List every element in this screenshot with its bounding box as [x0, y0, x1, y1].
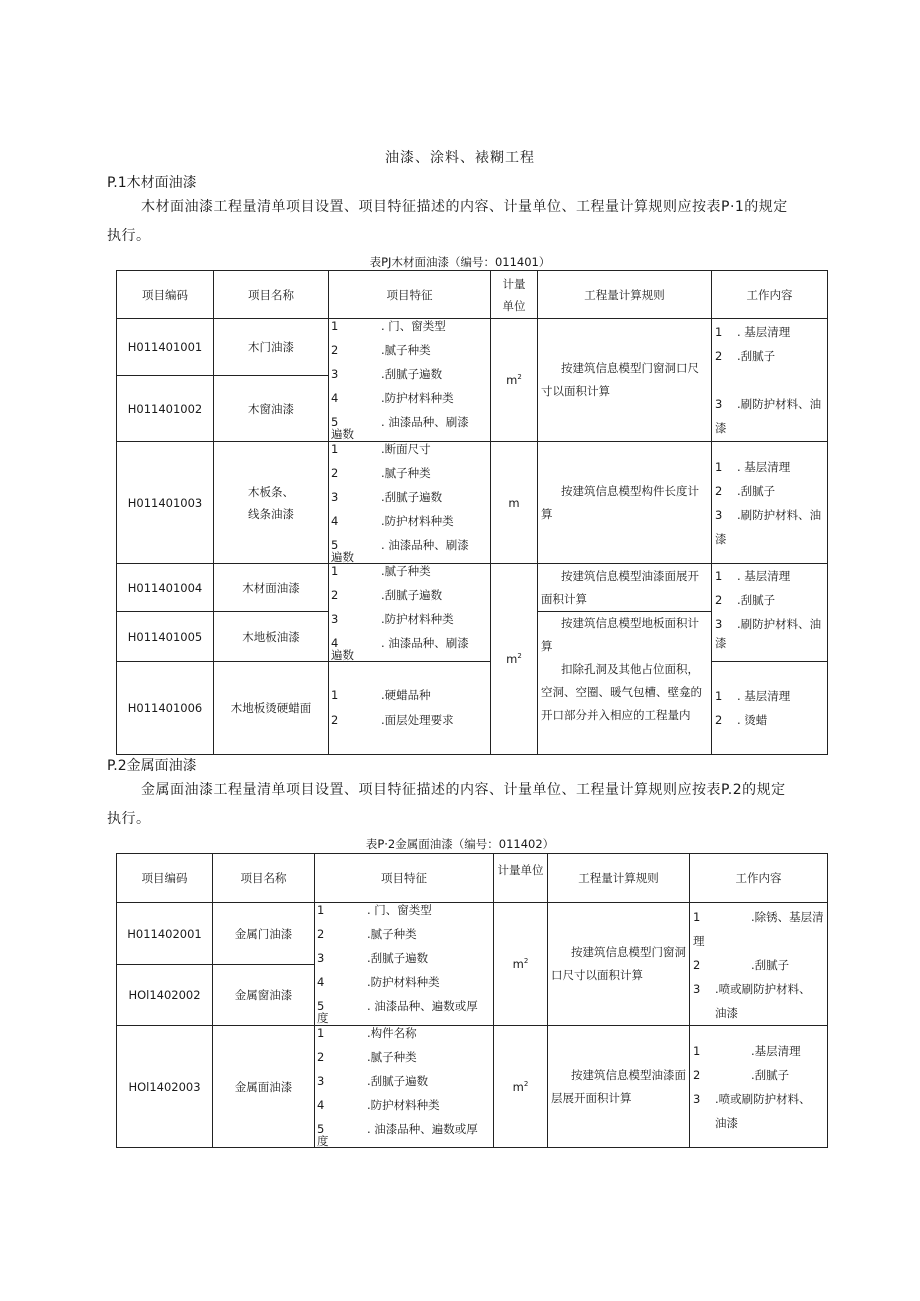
header-work: 工作内容	[712, 271, 828, 319]
section-p1-paragraph	[141, 196, 841, 218]
section-heading-p1: P.1木材面油漆	[107, 175, 197, 191]
item-rule: 按建筑信息模型门窗洞口尺寸以面积计算	[538, 319, 712, 442]
item-name: 木地板油漆	[214, 612, 329, 662]
item-code: HOl1402003	[117, 1026, 213, 1148]
item-code: H011401005	[117, 612, 214, 662]
item-name: 木地板烫硬蜡面	[214, 662, 329, 755]
item-features: 1 . 门、窗类型 2 .腻子种类 3 .刮腻子遍数 4 .防护材料种类 5 . 油漆品种、刷漆 遍数	[329, 319, 491, 442]
header-features: 项目特征	[329, 271, 491, 319]
header-rule: 工程量计算规则	[548, 854, 690, 903]
item-features: 1 .断面尺寸 2 .腻子种类 3 .刮腻子遍数 4 .防护材料种类 5 . 油漆品种、刷漆 遍数	[329, 442, 491, 564]
item-unit: m	[491, 442, 538, 564]
wood-paint-table	[116, 270, 828, 755]
item-name: 木材面油漆	[214, 564, 329, 612]
item-rule: 按建筑信息模型构件长度计算	[538, 442, 712, 564]
paragraph-line: 执行。	[107, 228, 151, 244]
item-code: H011401006	[117, 662, 214, 755]
metal-paint-table	[116, 853, 828, 1148]
header-features: 项目特征	[315, 854, 494, 903]
table-row	[117, 903, 828, 965]
header-rule: 工程量计算规则	[538, 271, 712, 319]
table-header-row	[117, 854, 828, 903]
item-name: 金属面油漆	[213, 1026, 315, 1148]
item-rule: 按建筑信息模型油漆面展开面积计算	[538, 564, 712, 612]
item-work: 1 . 基层清理 2 . 烫蜡	[712, 662, 828, 755]
table-row	[117, 442, 828, 564]
header-unit: 计量单位	[494, 854, 548, 903]
item-name: 金属门油漆	[213, 903, 315, 965]
item-code: H011401001	[117, 319, 214, 376]
paragraph-line: 执行。	[107, 811, 151, 827]
item-name: 木门油漆	[214, 319, 329, 376]
item-features: 1 .硬蜡品种 2 .面层处理要求	[329, 662, 491, 755]
section-p2-paragraph	[141, 779, 841, 801]
item-code: HOl1402002	[117, 965, 213, 1026]
header-work: 工作内容	[690, 854, 828, 903]
item-unit: $m^2$	[491, 564, 538, 755]
item-work: 1 . 基层清理 2 .刮腻子 3 .刷防护材料、油 漆	[712, 319, 828, 442]
table-row	[117, 662, 828, 755]
table-row	[117, 319, 828, 376]
table-caption: 表P·2金属面油漆（编号：011402）	[365, 837, 555, 851]
item-features: 1 . 门、窗类型 2 .腻子种类 3 .刮腻子遍数 4 .防护材料种类 5 . 油漆品种、遍数或厚 度	[315, 903, 494, 1026]
item-rule: 按建筑信息模型地板面积计算 扣除孔洞及其他占位面积，空洞、空圈、暖气包槽、壁龛的开口部分并入相应的工程量内	[538, 612, 712, 755]
item-code: H011401004	[117, 564, 214, 612]
item-code: H011401003	[117, 442, 214, 564]
header-unit: 计量单位	[491, 271, 538, 319]
item-unit: $m^2$	[494, 1026, 548, 1148]
item-work: 1 . 基层清理 2 .刮腻子 3 .刷防护材料、油 漆	[712, 564, 828, 662]
item-unit: $m^2$	[491, 319, 538, 442]
table-row	[117, 564, 828, 612]
item-unit: $m^2$	[494, 903, 548, 1026]
section-heading-p2: P.2金属面油漆	[107, 758, 197, 774]
table-row	[117, 1026, 828, 1148]
table-caption: 表PJ木材面油漆（编号：011401）	[369, 255, 551, 269]
item-work: 1 .除锈、基层清 理 2 .刮腻子 3 .喷或刷防护材料、 油漆	[690, 903, 828, 1026]
header-code: 项目编码	[117, 271, 214, 319]
item-code: H011402001	[117, 903, 213, 965]
item-features: 1 .腻子种类 2 .刮腻子遍数 3 .防护材料种类 4 . 油漆品种、刷漆 遍数	[329, 564, 491, 662]
item-features: 1 .构件名称 2 .腻子种类 3 .刮腻子遍数 4 .防护材料种类 5 . 油漆品种、遍数或厚 度	[315, 1026, 494, 1148]
header-name: 项目名称	[213, 854, 315, 903]
item-work: 1 .基层清理 2 .刮腻子 3 .喷或刷防护材料、 油漆	[690, 1026, 828, 1148]
item-name: 金属窗油漆	[213, 965, 315, 1026]
header-code: 项目编码	[117, 854, 213, 903]
header-name: 项目名称	[214, 271, 329, 319]
item-rule: 按建筑信息模型门窗洞口尺寸以面积计算	[548, 903, 690, 1026]
item-name: 木窗油漆	[214, 376, 329, 442]
item-name: 木板条、 线条油漆	[214, 442, 329, 564]
item-code: H011401002	[117, 376, 214, 442]
item-work: 1 . 基层清理 2 .刮腻子 3 .刷防护材料、油 漆	[712, 442, 828, 564]
table-header-row	[117, 271, 828, 319]
paragraph-line: 木材面油漆工程量清单项目设置、项目特征描述的内容、计量单位、工程量计算规则应按表P·1的规定	[141, 199, 788, 215]
item-rule: 按建筑信息模型油漆面层展开面积计算	[548, 1026, 690, 1148]
page-title: 油漆、涂料、裱糊工程	[385, 150, 535, 166]
paragraph-line: 金属面油漆工程量清单项目设置、项目特征描述的内容、计量单位、工程量计算规则应按表P.2的规定	[141, 782, 786, 798]
